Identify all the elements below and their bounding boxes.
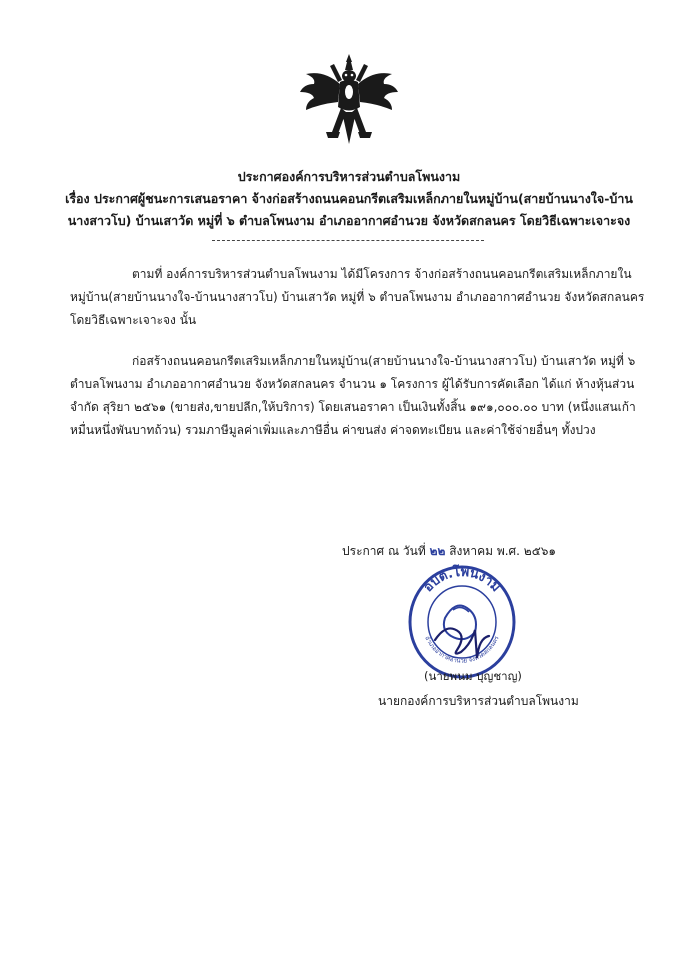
header-line-1: ประกาศองค์การบริหารส่วนตำบลโพนงาม — [237, 169, 461, 184]
paragraph-2-line-4: หมื่นหนึ่งพันบาทถ้วน) รวมภาษีมูลค่าเพิ่มและภาษีอื่น ค่าขนส่ง ค่าจดทะเบียน และค่าใช้จ่ายอื่นๆ ทั้งปวง — [70, 423, 596, 437]
seal-text-top: อบต.โพนงาม — [420, 564, 504, 596]
announcement-date — [342, 542, 556, 561]
announce-prefix: ประกาศ ณ วันที่ — [342, 544, 426, 558]
paragraph-1-line-3: โดยวิธีเฉพาะเจาะจง นั้น — [70, 313, 197, 327]
paragraph-1-line-1: ตามที่ องค์การบริหารส่วนตำบลโพนงาม ได้มีโครงการ จ้างก่อสร้างถนนคอนกรีตเสริมเหล็กภายใน — [132, 267, 632, 281]
announce-day: ๒๒ — [429, 544, 446, 558]
seal-text-bottom: อำเภออากาศอำนวย จังหวัดสกลนคร — [423, 635, 501, 665]
announce-suffix: สิงหาคม พ.ศ. ๒๕๖๑ — [449, 544, 557, 558]
paragraph-2-line-2: ตำบลโพนงาม อำเภออากาศอำนวย จังหวัดสกลนคร จำนวน ๑ โครงการ ผู้ได้รับการคัดเลือก ได้แก่ ห้างหุ้นส่วน — [70, 377, 635, 391]
signatory-title: นายกองค์การบริหารส่วนตำบลโพนงาม — [378, 694, 579, 708]
header-line-2: เรื่อง ประกาศผู้ชนะการเสนอราคา จ้างก่อสร้างถนนคอนกรีตเสริมเหล็กภายในหมู่บ้าน(สายบ้านนางใจ-บ้าน — [65, 191, 633, 206]
document-header — [0, 166, 698, 232]
paragraph-1 — [70, 263, 645, 332]
signatory-name: (นายพนม บุญชาญ) — [424, 669, 522, 683]
paragraph-2-line-1: ก่อสร้างถนนคอนกรีตเสริมเหล็กภายในหมู่บ้าน(สายบ้านนางใจ-บ้านนางสาวโบ) บ้านเสาวัด หมู่ที่ ๖ — [132, 354, 636, 368]
paragraph-2-line-3: จำกัด สุริยา ๒๕๖๑ (ขายส่ง,ขายปลีก,ให้บริการ) โดยเสนอราคา เป็นเงินทั้งสิ้น ๑๙๑,๐๐๐.๐๐ บาท (หนึ่งแสนเก้า — [70, 400, 636, 414]
garuda-emblem-icon — [294, 52, 404, 152]
svg-text:อบต.โพนงาม — [421, 563, 503, 595]
paragraph-2 — [70, 350, 636, 442]
official-seal-stamp — [405, 560, 519, 680]
paragraph-1-line-2: หมู่บ้าน(สายบ้านนางใจ-บ้านนางสาวโบ) บ้านเสาวัด หมู่ที่ ๖ ตำบลโพนงาม อำเภออากาศอำนวย จังหวัดสกลนคร — [70, 290, 645, 304]
header-divider — [212, 240, 484, 241]
header-line-3: นางสาวโบ) บ้านเสาวัด หมู่ที่ ๖ ตำบลโพนงาม อำเภออากาศอำนวย จังหวัดสกลนคร โดยวิธีเฉพาะเจาะจง — [67, 213, 631, 228]
